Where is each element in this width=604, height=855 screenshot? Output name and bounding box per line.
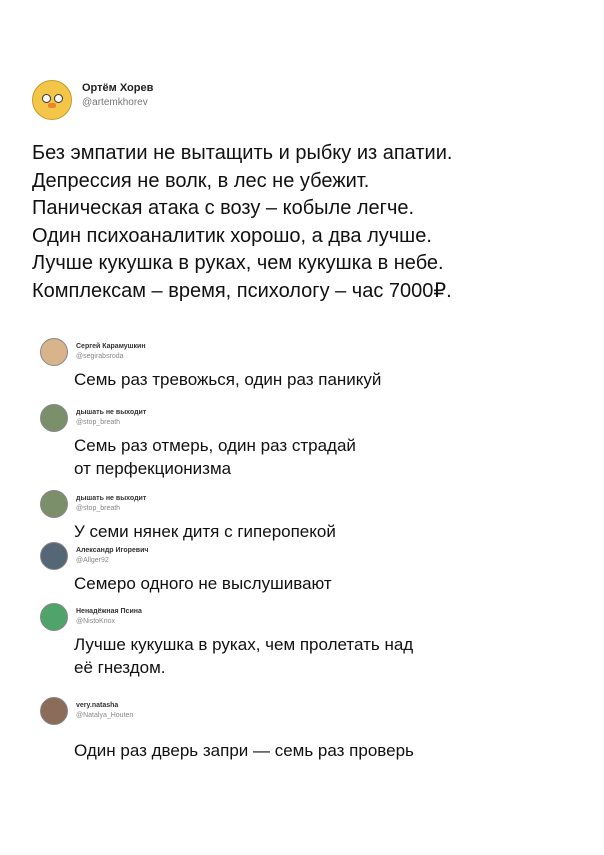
- reply-name[interactable]: дышать не выходит: [76, 495, 147, 502]
- reply-handle[interactable]: @Allger92: [76, 557, 109, 564]
- reply-handle[interactable]: @segirabsroda: [76, 353, 124, 360]
- reply-avatar[interactable]: [40, 542, 68, 570]
- tweet-body: [32, 140, 582, 305]
- tweet-line: Комплексам – время, психологу – час 7000₽.: [32, 279, 452, 302]
- author-names: [82, 76, 153, 108]
- reply-handle[interactable]: @NistoKnox: [76, 618, 116, 625]
- reply-names: [76, 701, 133, 721]
- reply-text: [74, 434, 580, 480]
- author-handle[interactable]: @artemkhorev: [82, 97, 148, 108]
- tweet-line: Без эмпатии не вытащить и рыбку из апатии.: [32, 142, 453, 164]
- reply-text: [74, 520, 580, 543]
- reply-header: [40, 697, 580, 725]
- tweet-line: Паническая атака с возу – кобыле легче.: [32, 197, 415, 219]
- author-avatar[interactable]: [32, 80, 72, 120]
- reply-line: Лучше кукушка в руках, чем пролетать над: [74, 635, 414, 654]
- reply-item: [40, 603, 580, 679]
- author-name[interactable]: Ортём Хорев: [82, 82, 154, 94]
- reply-line: Один раз дверь запри — семь раз проверь: [74, 741, 414, 760]
- reply-handle[interactable]: @stop_breath: [76, 505, 121, 512]
- tweet-line: Депрессия не волк, в лес не убежит.: [32, 169, 370, 192]
- reply-name[interactable]: very.natasha: [76, 702, 119, 709]
- reply-avatar[interactable]: [40, 697, 68, 725]
- tweet-header: [32, 76, 153, 120]
- reply-avatar[interactable]: [40, 603, 68, 631]
- reply-handle[interactable]: @Natalya_Houten: [76, 712, 134, 719]
- reply-line: от перфекционизма: [74, 459, 232, 478]
- reply-names: [76, 408, 146, 428]
- reply-handle[interactable]: @stop_breath: [76, 419, 121, 426]
- reply-header: [40, 338, 580, 366]
- tweet-line: Один психоаналитик хорошо, а два лучше.: [32, 224, 432, 247]
- tweet-line: Лучше кукушка в руках, чем кукушка в небе.: [32, 252, 444, 274]
- reply-name[interactable]: Сергей Карамушкин: [76, 343, 146, 350]
- reply-item: [40, 404, 580, 480]
- reply-avatar[interactable]: [40, 404, 68, 432]
- reply-header: [40, 404, 580, 432]
- reply-header: [40, 490, 580, 518]
- reply-header: [40, 603, 580, 631]
- reply-text: [74, 368, 580, 391]
- avatar-eye-icon: [42, 94, 51, 103]
- reply-line: Семь раз тревожься, один раз паникуй: [74, 370, 382, 389]
- reply-name[interactable]: Ненадёжная Псина: [76, 608, 142, 615]
- reply-text: [74, 739, 580, 762]
- reply-item: [40, 490, 580, 543]
- reply-item: [40, 338, 580, 391]
- reply-names: [76, 546, 148, 566]
- reply-names: [76, 342, 146, 362]
- reply-line: её гнездом.: [74, 658, 166, 677]
- reply-item: [40, 542, 580, 595]
- avatar-eye-icon: [54, 94, 63, 103]
- reply-header: [40, 542, 580, 570]
- reply-text: [74, 633, 580, 679]
- reply-avatar[interactable]: [40, 490, 68, 518]
- reply-text: [74, 572, 580, 595]
- reply-line: У семи нянек дитя с гиперопекой: [74, 522, 336, 541]
- reply-name[interactable]: дышать не выходит: [76, 409, 147, 416]
- reply-line: Семеро одного не выслушивают: [74, 574, 332, 593]
- reply-item: [40, 697, 580, 762]
- reply-line: Семь раз отмерь, один раз страдай: [74, 436, 356, 455]
- avatar-beak-icon: [48, 103, 56, 108]
- reply-names: [76, 494, 146, 514]
- reply-avatar[interactable]: [40, 338, 68, 366]
- reply-names: [76, 607, 142, 627]
- reply-name[interactable]: Александр Игоревич: [76, 547, 149, 554]
